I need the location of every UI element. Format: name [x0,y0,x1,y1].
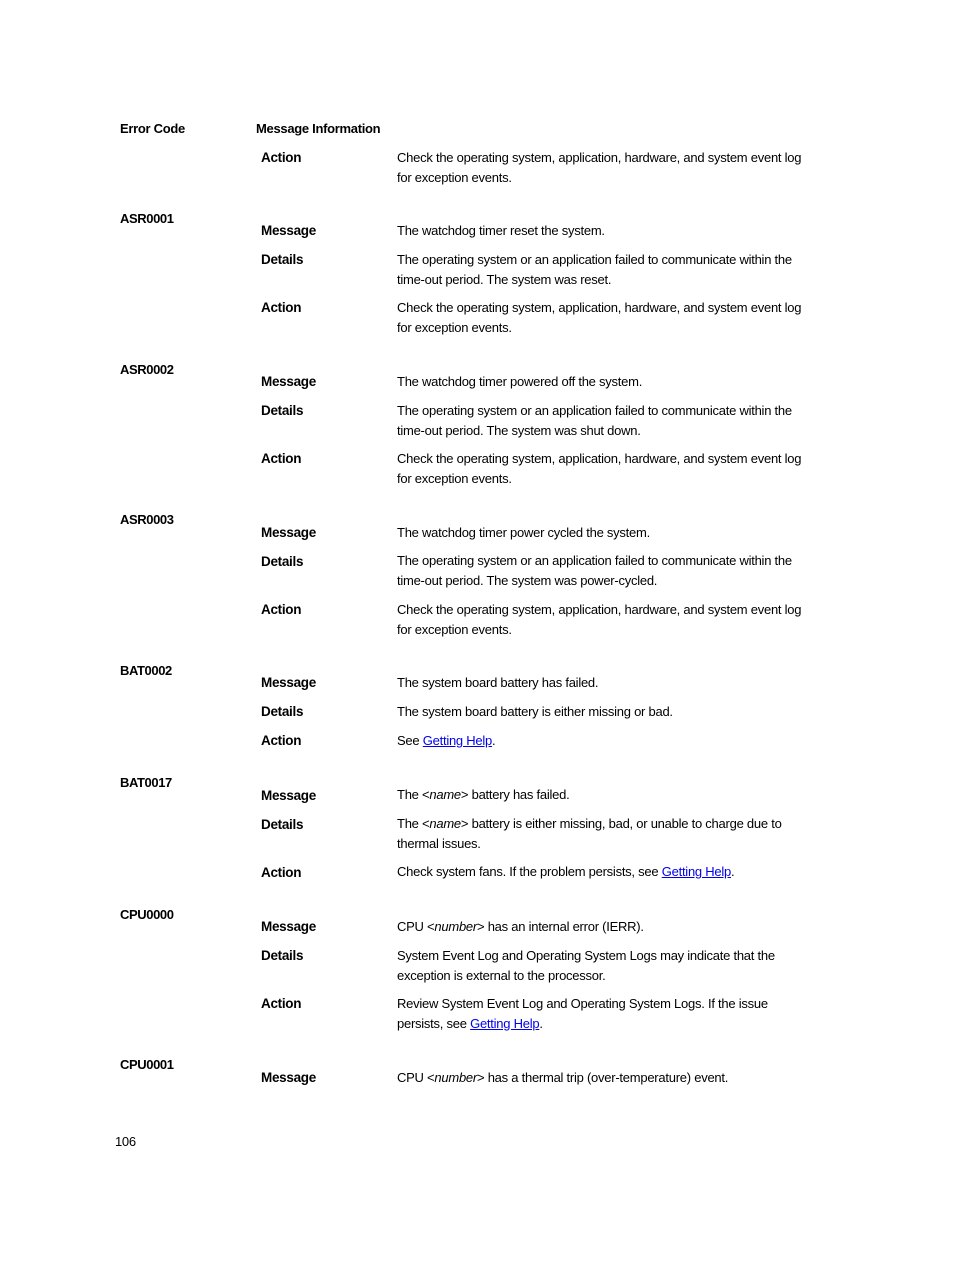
action-label: Action [261,150,302,165]
error-code: BAT0002 [120,663,172,678]
action-text: Review System Event Log and Operating System Logs. If the issue persists, see Getting Help. [397,996,768,1031]
action-label: Action [261,451,302,466]
message-text: The system board battery has failed. [397,675,599,690]
action-text: Check the operating system, application, hardware, and system event log for exception events. [397,451,802,486]
error-code: BAT0017 [120,775,172,790]
details-label: Details [261,817,304,832]
message-label: Message [261,525,316,540]
message-text: The <name> battery has failed. [397,787,570,802]
details-label: Details [261,252,304,267]
message-text: CPU <number> has an internal error (IERR). [397,919,644,934]
message-text: The watchdog timer reset the system. [397,223,605,238]
action-label: Action [261,300,302,315]
error-code: ASR0002 [120,362,174,377]
message-text: The watchdog timer power cycled the system. [397,525,650,540]
message-label: Message [261,374,316,389]
action-text: See Getting Help. [397,733,496,748]
details-text: System Event Log and Operating System Logs may indicate that the exception is external to the processor. [397,948,775,983]
action-label: Action [261,996,302,1011]
message-label: Message [261,788,316,803]
details-label: Details [261,948,304,963]
action-text: Check the operating system, application, hardware, and system event log for exception events. [397,602,802,637]
message-text: The watchdog timer powered off the system. [397,374,643,389]
getting-help-link[interactable]: Getting Help [422,733,493,748]
action-text: Check the operating system, application, hardware, and system event log for exception events. [397,150,802,185]
details-text: The <name> battery is either missing, bad, or unable to charge due to thermal issues. [397,816,782,851]
action-label: Action [261,865,302,880]
details-text: The system board battery is either missing or bad. [397,704,673,719]
getting-help-link[interactable]: Getting Help [470,1015,540,1031]
message-label: Message [261,919,316,934]
details-text: The operating system or an application failed to communicate within the time-out period. The system was reset. [397,252,792,287]
error-code: CPU0000 [120,907,174,922]
message-label: Message [261,1070,316,1085]
error-code: ASR0001 [120,211,174,226]
message-label: Message [261,675,316,690]
message-text: CPU <number> has a thermal trip (over-temperature) event. [397,1070,729,1085]
action-label: Action [261,602,302,617]
message-label: Message [261,223,316,238]
column-header-error-code: Error Code [120,121,185,136]
action-label: Action [261,733,302,748]
error-code: CPU0001 [120,1057,174,1072]
details-text: The operating system or an application failed to communicate within the time-out period. The system was power-cycled. [397,553,792,588]
details-label: Details [261,403,304,418]
column-header-message-information: Message Information [256,121,381,136]
details-label: Details [261,554,304,569]
getting-help-link[interactable]: Getting Help [661,864,731,879]
action-text: Check the operating system, application, hardware, and system event log for exception events. [397,300,802,335]
details-label: Details [261,704,304,719]
error-code: ASR0003 [120,512,174,527]
details-text: The operating system or an application failed to communicate within the time-out period. The system was shut down. [397,403,792,438]
action-text: Check system fans. If the problem persists, see Getting Help. [397,864,735,879]
page-number: 106 [115,1134,136,1149]
